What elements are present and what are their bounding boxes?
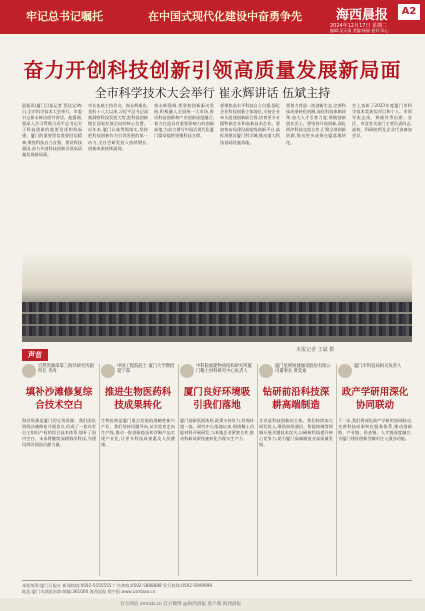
banner-slogan-left: 牢记总书记嘱托 bbox=[26, 10, 103, 23]
voice-title: 厦门良好环境吸引我们落地 bbox=[183, 387, 251, 411]
photo-stage bbox=[22, 254, 412, 288]
column-divider bbox=[99, 364, 100, 576]
article-column: 晨报讯(厦门日报记者 蔡佳宝)昨日,全市科学技术大会举行。市委书记崔永辉出席并讲话。他强调,要深入学习贯彻习近平总书记关于科技创新的重要论述和致福建、厦门的重要贺信重要回信精神,聚焦科技自立自强、建设科技强国,奋力开创科技创新引领高质量发展新局面。 bbox=[22, 103, 82, 157]
voice-title: 钻研前沿科技深耕高端制造 bbox=[262, 387, 330, 411]
photo-audience-row bbox=[22, 302, 412, 312]
dateline: 2024年12月17日 星期二 bbox=[330, 23, 388, 29]
article-column: 崔永辉强调,要坚持创新驱动发展,积极融入全国统一大市场,推动科技创新和产业创新深度融合,着力打造具有重要影响力的创新高地,为奋力谱写中国式现代化厦门篇章提供坚强科技支撑。 bbox=[154, 103, 214, 139]
portrait-icon bbox=[180, 364, 194, 378]
voices-section bbox=[22, 364, 412, 576]
voice-item bbox=[259, 364, 333, 576]
article-column: 要着力营造一流创新生态,完善科技成果转化机制,深化科技体制改革,加大人才引育力度,厚植创新创业沃土。要坚持开放创新,深化两岸科技交流合作,汇聚全球创新资源,推动更多成果在厦落地转化。 bbox=[286, 103, 346, 145]
bottom-links: 官方网站 xmcsb.cn 官方微博 @海西晨报 客户端 海西晨报 bbox=[120, 602, 242, 607]
footer-line: 本版统筹:厦门日报社 新闻热线:0592-5555555 广告热线:0592-5888888 发行热线:0592-5999999 bbox=[22, 583, 213, 588]
portrait-icon bbox=[338, 364, 352, 378]
photo-audience-row bbox=[22, 326, 412, 336]
column-divider bbox=[178, 364, 179, 576]
photo-audience-row bbox=[22, 314, 412, 324]
voice-title: 推进生物医药科技成果转化 bbox=[104, 387, 172, 411]
top-banner bbox=[0, 0, 425, 34]
photo-caption: 本报记者 王斌 摄 bbox=[296, 347, 335, 353]
banner-slogan-right: 在中国式现代化建设中奋勇争先 bbox=[148, 10, 302, 23]
voice-speaker: 厦门星网锐捷通讯股份有限公司董事长 黄奕豪 bbox=[275, 364, 331, 375]
article-column: 市长伍斌主持会议。崔永辉指出,党的十八大以来,习近平总书记深刻洞察科技发展大势,把科技创新摆在国家发展全局的核心位置。近年来,厦门认真贯彻落实,坚持把科技创新作为引领发展的第一动力,全社会研发投入持续增长,创新成果持续涌现。 bbox=[88, 103, 148, 151]
portrait-icon bbox=[259, 364, 273, 378]
page-headline: 奋力开创科技创新引领高质量发展新局面 bbox=[23, 58, 402, 82]
conference-photo bbox=[22, 254, 412, 342]
voice-item bbox=[180, 364, 254, 576]
voice-speaker: 中国工程院院士 厦门大学教授 夏宁邵 bbox=[117, 364, 175, 375]
voice-speaker: 中科院福建物质结构研究所厦门稀土材料研究中心负责人 bbox=[196, 364, 252, 375]
page-number-badge: A2 bbox=[398, 4, 420, 20]
footer-line: 地址:厦门市湖滨东路 邮编:361004 海西晨报 数字报:www.csmbao.cn bbox=[22, 589, 156, 594]
voice-body: 企业是科技创新的主体。我们持续加大研发投入,聚焦网络通信、智能终端等领域开展关键技术攻关,以硬核科技提升核心竞争力,助力厦门高端制造业高质量发展。 bbox=[259, 418, 333, 448]
voice-body: 厦门创新氛围浓厚,政策支持有力,营商环境一流。研究中心落地以来,围绕稀土功能材料开展研发,与本地企业紧密合作,推动科研成果快速转化为现实生产力。 bbox=[180, 418, 254, 442]
voice-speaker: 自然资源部第三海洋研究所副所长 李涛 bbox=[38, 364, 94, 375]
article-column: 要聚焦高水平科技自立自强,强化企业科技创新主体地位,支持企业牵头组建创新联合体,培育更多专精特新企业和高新技术企业。要加快布局建设高能级创新平台,高标准建设厦门科学城,推动重大科技基础设施落地。 bbox=[220, 103, 280, 145]
article-column: 会上表彰了2023年度厦门市科学技术奖获奖项目和个人。市领导张志南、黄晓舟等出席。各区、市直有关部门主要负责同志,高校、科研院所及企业代表参加会议。 bbox=[352, 103, 412, 139]
portrait-icon bbox=[101, 364, 115, 378]
voice-body: 下一步,我们将深化政产学研用协同联动,完善科技成果转化服务体系,推动创新链、产业链、资金链、人才链深度融合,为厦门建设创新型城市注入强劲动能。 bbox=[338, 418, 412, 442]
editor-info: 编辑:吴天清 美编:杨丽 校对:吴心 bbox=[330, 28, 389, 33]
voice-speaker: 厦门市科技局相关负责人 bbox=[354, 364, 402, 369]
column-divider bbox=[336, 364, 337, 576]
voice-item bbox=[101, 364, 175, 576]
newspaper-masthead: 海西晨报 bbox=[336, 8, 389, 23]
page-subhead: 全市科学技术大会举行 崔永辉讲话 伍斌主持 bbox=[94, 86, 331, 100]
voice-item bbox=[338, 364, 412, 576]
voices-section-badge: 声音 bbox=[22, 349, 48, 361]
lead-article-body bbox=[22, 103, 412, 253]
portrait-icon bbox=[22, 364, 36, 378]
page-footer bbox=[22, 583, 412, 595]
voice-title: 政产学研用深化协同联动 bbox=[341, 387, 409, 411]
voice-body: 海洋资源是厦门的宝贵资源。我们团队围绕沙滩修复开展攻关,形成了一套具有自主知识产权的综合技术体系,填补了国内空白。未来将继续深耕海洋科技,为建设海洋强国贡献力量。 bbox=[22, 418, 96, 448]
footer-divider bbox=[22, 580, 412, 581]
voice-item bbox=[22, 364, 96, 576]
column-divider bbox=[257, 364, 258, 576]
voice-title: 填补沙滩修复综合技术空白 bbox=[25, 387, 93, 411]
voice-body: 生物医药是厦门重点发展的战略性新兴产业。我们坚持问题导向,从实验室走向生产线,推动一批创新疫苗和诊断产品实现产业化,让更多科技成果惠及人民健康。 bbox=[101, 418, 175, 448]
